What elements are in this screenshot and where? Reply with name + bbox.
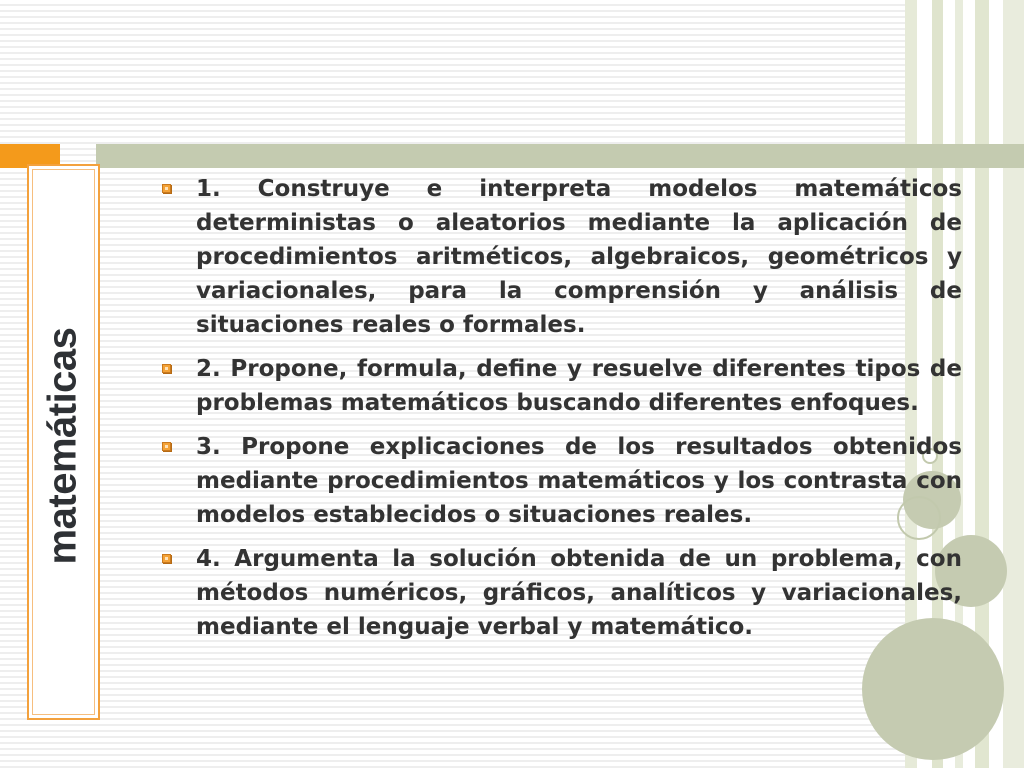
bullet-icon <box>160 430 196 532</box>
bullet-icon <box>160 172 196 342</box>
list-item-text: 2. Propone, formula, define y resuelve diferentes tipos de problemas matemáticos buscando diferentes enfoques. <box>196 356 962 416</box>
side-title: matemáticas <box>40 327 85 565</box>
header-band <box>96 144 1024 168</box>
list-item <box>160 352 962 420</box>
bullet-icon <box>160 352 196 420</box>
bullet-list <box>160 172 962 654</box>
list-item <box>160 430 962 532</box>
list-item <box>160 542 962 644</box>
list-item-text: 4. Argumenta la solución obtenida de un problema, con métodos numéricos, gráficos, analíticos y variacionales, mediante el lenguaje verbal y matemático. <box>196 546 962 640</box>
bullet-icon <box>160 542 196 644</box>
list-item-text: 3. Propone explicaciones de los resultados obtenidos mediante procedimientos matemáticos y los contrasta con modelos establecidos o situaciones reales. <box>196 434 962 528</box>
list-item <box>160 172 962 342</box>
list-item-text: 1. Construye e interpreta modelos matemáticos deterministas o aleatorios mediante la aplicación de procedimientos aritméticos, algebraicos, geométricos y variacionales, para la comprensión y análisis de situaciones reales o formales. <box>196 176 962 338</box>
